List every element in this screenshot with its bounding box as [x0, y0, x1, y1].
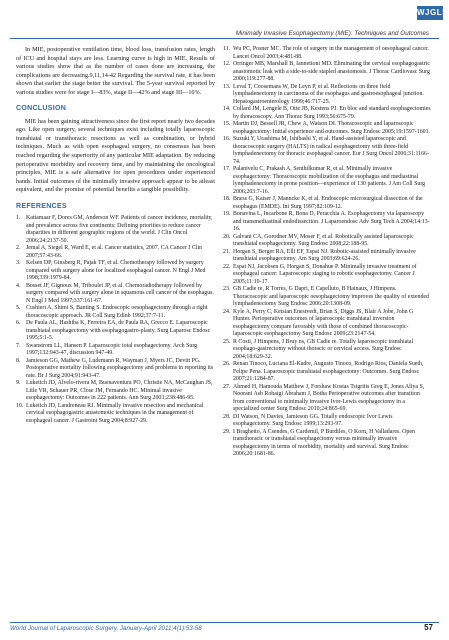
- reference-number: 7.: [16, 342, 21, 349]
- reference-number: 2.: [16, 245, 21, 252]
- reference-text: Martin DJ, Bessell JR, Chew A, Watson DI. Thoracoscopic and laparoscopic esophagectomy: Initial experience and outcomes. Surg Endosc 2005;19:1597-1601.: [233, 121, 431, 135]
- reference-text: Kelsen DP, Ginsberg R, Pajak TF, et al. Chemotherapy followed by surgery compared with surgery alone for localized esophageal cancer. N Engl J Med 1998;339:1979-84.: [26, 260, 206, 282]
- reference-number: 6.: [16, 320, 21, 327]
- reference-number: 21.: [223, 248, 231, 255]
- reference-text: Horgan S, Berger RA, Elli EF, Espat NJ. Robotic-assisted minimally invasive transhiatal esophagectomy. Am Surg 2003;69:624-26.: [233, 248, 416, 262]
- reference-number: 9.: [16, 380, 21, 387]
- reference-item: [223, 264, 431, 287]
- reference-item: [16, 215, 215, 245]
- reference-text: Renan Tinoco, Luciana El-Kadre, Augusto Tinoco, Rodrigo Rios, Daniela Sueth, Felipe Pena. Laparoscopic transhiatal esophagectomy: Outcomes. Surg Endosc 2007;21:1284-87.: [233, 361, 424, 382]
- reference-number: 18.: [223, 196, 231, 202]
- reference-item: [223, 286, 431, 309]
- reference-text: Leval T, Coosemans W, De Leyn P, et al. Reflections on three field lymphadenectomy in carcinoma of the esophagus and gastroesophageal junction. Hepatogastroenterology 1999;46:717-25.: [233, 83, 424, 105]
- reference-item: [223, 166, 431, 196]
- reference-text: GB Cadie re, R Torres, G Dapri, E Capelluto, B Hainaux, J Himpens. Thoracoscopic and laparoscopic oesophagectomy improves the quality of extended lymphadenectomy Surg Endosc 2006;20:1308-09.: [233, 286, 429, 307]
- reference-text: Palanivelu C, Prakash A, Senthilkumar R, et al. Minimally invasive esophagectomy: Thoracoscopic mobilization of the esophagus and mediastinal lymphadenectomy in prone position—experience of 130 patients. J Am Coll Surg 2006;203:7-16.: [233, 166, 426, 195]
- references-heading: REFERENCES: [16, 202, 67, 210]
- reference-list-right: [223, 46, 431, 459]
- results-paragraph: In MIE, postoperative ventilation time, blood loss, transfusion rates, length of ICU and hospital stays are less. Learning curve is high in MIE. Results of various studies show that as the number of cases done are increasing, the complications are decreasing.9,11,14-42 Regarding the survival rate, it has been shown that earlier the stage better the survival. The 5-year survival reported by various studies were for stage I—83%, stage II—42% and stage III—16%.: [16, 46, 215, 96]
- reference-number: 19.: [223, 211, 231, 217]
- reference-item: [16, 245, 215, 260]
- reference-number: 20.: [223, 233, 231, 240]
- reference-text: Jamieson GG, Mathew G, Ludemann R, Wayman J, Myers JC, Devitt PG. Postoperative mortality following esophagectomy and problems in reporting its rate. Br J Surg 2004;91:943-47.: [26, 357, 214, 379]
- reference-text: Bosset JF, Gignoux M, Triboulet JP, et al. Chemoradiotherapy followed by surgery compared with surgery alone in squamous cell cancer of the esophagus. N Engl J Med 1997;337:161-67.: [26, 282, 214, 304]
- journal-citation: World Journal of Laparoscopic Surgery, January-April 2011;4(1):53-58: [10, 625, 202, 632]
- reference-item: [223, 249, 431, 264]
- page-number: 57: [424, 623, 433, 632]
- footer-divider: [10, 622, 439, 623]
- reference-text: Cushieri A, Shimi S, Banting S. Endoscopic oesophagectomy through a right thoracoscopic approach. JR Coll Surg Edinb 1992;37:7-11.: [26, 305, 208, 319]
- reference-item: [16, 305, 215, 320]
- reference-item: [223, 46, 431, 61]
- running-head: Minimally Invasive Esophagectomy (MIE): Techniques and Outcomes: [235, 30, 429, 37]
- reference-item: [223, 121, 431, 136]
- reference-number: 22.: [223, 263, 231, 270]
- reference-text: Bonavina L, Incarbone R, Bona D, Peracchia A. Esophagectomy via laparoscopy and transmediastinal endodissection. J Laparoendosc Adv Surg Tech A 2004;14:13-16.: [233, 211, 430, 232]
- reference-number: 3.: [16, 260, 21, 267]
- reference-text: Kattamaar F, Dores GM, Anderson WF. Patients of cancer incidence, mortality, and prevalence across five continents: Defining priorities to reduce cancer disparities in different geographic regions of the world. J Clin Oncol 2006;24:2137-50.: [26, 215, 213, 244]
- reference-item: [223, 211, 431, 234]
- reference-item: [223, 106, 431, 121]
- reference-item: [223, 309, 431, 339]
- reference-number: 27.: [223, 383, 231, 390]
- reference-item: [223, 361, 431, 384]
- reference-item: [223, 384, 431, 414]
- reference-item: [223, 234, 431, 249]
- reference-text: R Costi, J Himpens, J Bruy ns, GB Cadie re. Totally laparoscopic transhiatal esophago-gastrectomy without thoracic or cervical access. Surg Endosc 2004;18:629-32.: [233, 338, 414, 360]
- reference-item: [223, 136, 431, 166]
- conclusion-paragraph: MIE has been gaining attractiveness since the first report nearly two decades ago. Like open surgery, several techniques exist including totally laparoscopic transhiatal or transthoracic resections as well as combination, or hybrid techniques. Much as with open esophageal surgery, no consensus has been reached regarding the superiority of any particular MIE adaptation. By reducing perioperative morbidity and recovery time, and by maintaining the oncological principles, MIE is a safe alternative for open procedures under experienced hands. Initial outcomes of the minimally invasive approach appear to be atleast equivalent, and the promise of potential benefits a tangible possibility.: [16, 117, 215, 194]
- reference-text: Espat NJ, Jacobsen G, Horgan S, Donahue P. Minimally invasive treatment of esophageal cancer: Laparoscopic staging to robotic esophagectomy. Cancer J 2005;11:10-17.: [233, 263, 417, 285]
- reference-item: [16, 403, 215, 426]
- reference-number: 23.: [223, 286, 231, 292]
- reference-item: [223, 61, 431, 84]
- reference-item: [16, 358, 215, 381]
- reference-number: 15.: [223, 121, 231, 127]
- conclusion-heading: CONCLUSION: [16, 105, 67, 113]
- journal-badge: WJGLS: [417, 6, 443, 20]
- reference-text: Orringer MB, Marshall B, Iannettoni MD. Eliminating the cervical esophagogastric anastomotic leak with a side-to-side stapled anastomosis. J Thorac Cardiovasc Surg 2000;119:277-88.: [233, 61, 430, 82]
- reference-text: Luketich JD, Landreneau RJ. Minimally invasive resection and mechanical cervical esophagogastric anastomotic techniques in the management of esophageal cancer. J Gastroint Surg 2004;8:927-29.: [26, 402, 204, 424]
- reference-number: 26.: [223, 361, 231, 367]
- reference-number: 4.: [16, 282, 21, 289]
- reference-item: [16, 283, 215, 306]
- reference-text: De Paula AL, Hashiba K, Ferreira EA, de Paula RA, Grecco E. Laparoscopic transhiatal esophagectomy with esophagogastro-plasty. Surg Laparosc Endosc 1995;5:1-5.: [26, 320, 211, 342]
- reference-text: Luketich JD, Alvelo-rivera M, Buenaventura PO, Christie NA, McCaughan JS, Litle VR, Schauer PR, Close JM, Fernando HC. Minimal invasive esophagectomy: Outcomes in 222 patients. Ann Surg 2003;238:486-95.: [26, 380, 213, 402]
- header-divider: [10, 38, 439, 39]
- reference-text: Galvani CA, Gorodner MV, Moser F, et al. Robotically assisted laparoscopic transhiatal esophagectomy. Surg Endosc 2008;22:188-95.: [233, 233, 414, 247]
- reference-number: 25.: [223, 338, 231, 345]
- reference-item: [223, 429, 431, 459]
- reference-item: [16, 260, 215, 283]
- reference-number: 13.: [223, 83, 231, 90]
- left-column: [16, 46, 215, 425]
- reference-number: 16.: [223, 136, 231, 142]
- reference-item: [16, 343, 215, 358]
- reference-item: [16, 320, 215, 343]
- reference-text: Jemal A, Siegel R, Ward E, et al. Cancer statistics, 2007. CA Cancer J Clin 2007;57:43-66.: [26, 245, 203, 259]
- reference-item: [16, 380, 215, 403]
- reference-item: [223, 84, 431, 107]
- reference-item: [223, 339, 431, 362]
- right-column: [223, 46, 431, 459]
- reference-number: 24.: [223, 308, 231, 315]
- reference-list-left: [16, 215, 215, 425]
- reference-number: 14.: [223, 106, 231, 112]
- reference-item: [223, 414, 431, 429]
- reference-number: 1.: [16, 215, 21, 222]
- reference-number: 29.: [223, 428, 231, 435]
- reference-number: 11.: [223, 46, 231, 52]
- page-header: [0, 0, 449, 28]
- reference-number: 5.: [16, 305, 21, 312]
- reference-text: Wu PC, Posner MC. The role of surgery in the management of oesophageal cancer. Lancet Oncol 2003;4:481-88.: [233, 46, 429, 60]
- reference-text: Swanstrom LL, Hansen P. Laparoscopic total esophagectomy. Arch Surg 1997;132:943-47, discussion 947-49.: [26, 342, 198, 357]
- reference-text: I Braghetto, A Csendes, G Cardemil, P Burdiles, O Korn, H Valladares. Open transthoracic or transhiatal esophagectomy versus minimally invasive esophagectomy in terms of morbidity, mortality and survival. Surg Endosc 2006;20:1681-86.: [233, 428, 415, 457]
- reference-text: Bness G, Kaiser J, Manncke K, et al. Endoscopic microsurgical dissection of the esophagus (EMDE). Int Surg 1997;82:109-12.: [233, 196, 423, 210]
- reference-text: Ahmed H, Hamouda Matthew J, Forshaw Kostas Tsigritis Greg E, Jones Aliya S, Noorani Asb Rohaigi Abraham J, Botha Perioperative outcomes after transition from conventional to minimally invasive Ivor-Lewis esophagectomy in a specialized center Surg Endosc 2010;24:865-69.: [233, 383, 425, 412]
- reference-text: DI Watson, N Davies, Jamieson GG. Totally endoscopic Ivor Lewis esophagectomy. Surg Endosc 1999;13:293-97.: [233, 413, 393, 427]
- reference-number: 12.: [223, 61, 231, 67]
- reference-text: Suzuki Y, Urashima M, Ishibashi Y, et al. Hand-assisted laparoscopic and thoracoscopic surgery (HALTS) in radical esophagectomy with three-field lymphadenectomy for thoracic esophageal cancer. Eur J Surg Oncol 2006;31:1166-74.: [233, 136, 429, 165]
- reference-number: 8.: [16, 357, 21, 364]
- reference-text: Collard JM, Lengele B, Otte JB, Kestens PJ. En bloc and standard esophagectomies by thoracoscopy. Ann Thorac Surg 1993;56:675-79.: [233, 106, 431, 120]
- reference-number: 10.: [16, 402, 24, 409]
- reference-item: [223, 196, 431, 211]
- reference-number: 17.: [223, 166, 231, 172]
- reference-text: Kyle A, Perry C, Ketsian Enestvedt, Brian S, Diggs JS, Blair A Jobe, John G Hunter. Perioperative outcomes of laparoscopic transhiatal inversion esophagectomy compare favorably with those of combined thoracoscopic-laparoscopic esophagectomy Surg Endosc 2009;23:2147-54.: [233, 308, 414, 337]
- reference-number: 28.: [223, 413, 231, 420]
